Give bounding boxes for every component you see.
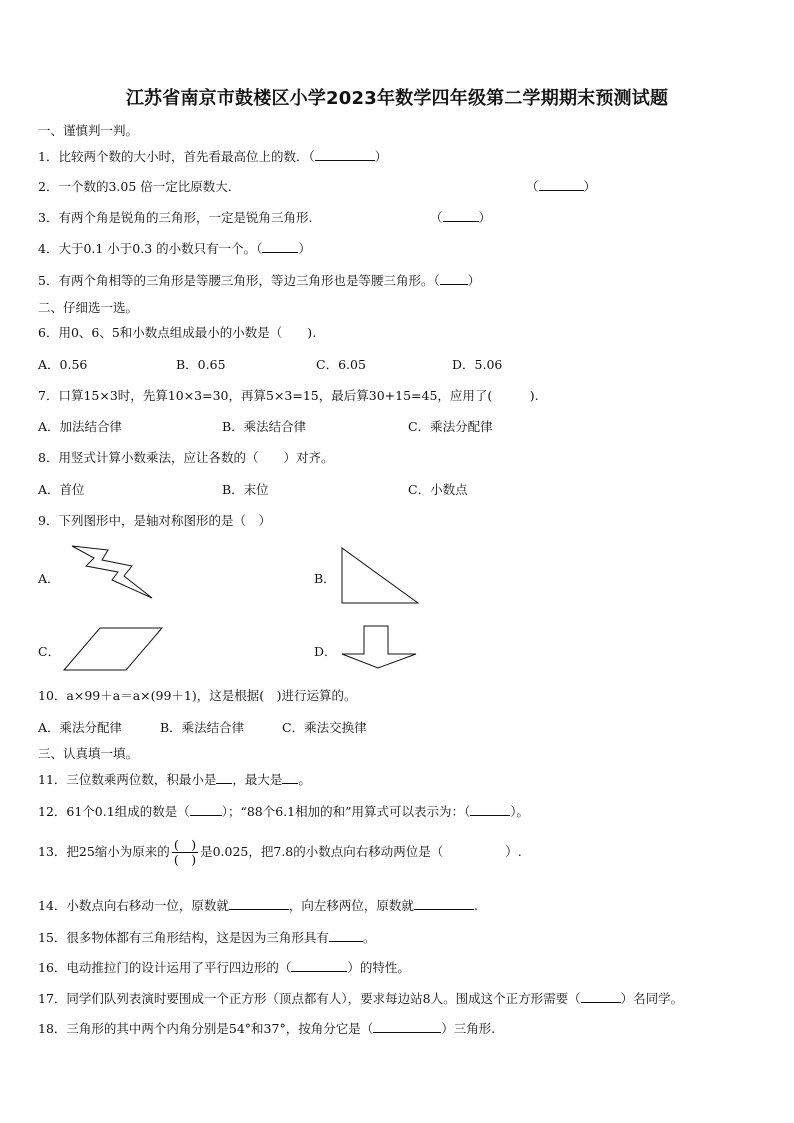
question-7: 7．口算15×3时，先算10×3=30，再算5×3=15，最后算30+15=45，应用了( ).	[38, 388, 539, 403]
question-2: 2．一个数的3.05 倍一定比原数大. （ ）	[38, 179, 597, 194]
option-7a[interactable]: A．加法结合律	[38, 419, 123, 434]
answer-blank[interactable]	[414, 897, 474, 910]
section-heading-2: 二、仔细选一选。	[38, 300, 139, 315]
option-6c[interactable]: C．6.05	[316, 357, 366, 372]
lightning-bolt-figure	[62, 544, 158, 602]
answer-blank[interactable]	[291, 959, 347, 972]
option-9d[interactable]: D．	[314, 644, 337, 659]
question-12: 12．61个0.1组成的数是（ ）；“88个6.1相加的和”用算式可以表示为：（ ）。	[38, 804, 530, 819]
parallelogram-figure	[62, 626, 166, 672]
option-6a[interactable]: A．0.56	[38, 357, 88, 372]
question-6: 6．用0、6、5和小数点组成最小的小数是（ ).	[38, 325, 317, 340]
option-10c[interactable]: C．乘法交换律	[282, 720, 367, 735]
question-11: 11．三位数乘两位数，积最小是 ，最大是 。	[38, 772, 311, 787]
question-13: 13．把25缩小为原来的 $\frac{( )}{( )}$ 是0.025，把7.8的小数点向右移动两位是（ ）.	[38, 837, 522, 867]
answer-blank[interactable]	[470, 803, 510, 816]
answer-blank[interactable]	[539, 178, 584, 191]
option-8c[interactable]: C．小数点	[408, 482, 468, 497]
question-16: 16．电动推拉门的设计运用了平行四边形的（ ）的特性。	[38, 960, 410, 975]
option-10a[interactable]: A．乘法分配律	[38, 720, 123, 735]
right-triangle-figure	[340, 546, 422, 606]
question-5: 5．有两个角相等的三角形是等腰三角形，等边三角形也是等腰三角形。（ ）	[38, 273, 481, 288]
answer-blank[interactable]	[440, 272, 468, 285]
option-10b[interactable]: B．乘法结合律	[160, 720, 245, 735]
option-8b[interactable]: B．末位	[222, 482, 269, 497]
question-3: 3．有两个角是锐角的三角形，一定是锐角三角形. （ ）	[38, 210, 492, 225]
answer-blank[interactable]	[229, 897, 289, 910]
answer-blank[interactable]	[282, 771, 298, 784]
option-9b[interactable]: B．	[314, 571, 336, 586]
option-9a[interactable]: A．	[38, 571, 60, 586]
option-6b[interactable]: B．0.65	[176, 357, 226, 372]
answer-blank[interactable]	[216, 771, 232, 784]
section-heading-3: 三、认真填一填。	[38, 746, 139, 761]
section-heading-1: 一、谨慎判一判。	[38, 123, 139, 138]
page-title: 江苏省南京市鼓楼区小学2023年数学四年级第二学期期末预测试题	[125, 88, 669, 109]
question-9: 9．下列图形中，是轴对称图形的是（ ）	[38, 513, 271, 528]
question-1: 1．比较两个数的大小时，首先看最高位上的数．（ ）	[38, 149, 388, 164]
answer-blank[interactable]	[315, 148, 375, 161]
answer-blank[interactable]	[443, 209, 479, 222]
answer-blank[interactable]	[329, 929, 363, 942]
option-6d[interactable]: D．5.06	[452, 357, 503, 372]
question-10: 10．a×99＋a＝a×(99＋1)，这是根据( )进行运算的。	[38, 688, 357, 703]
option-7c[interactable]: C．乘法分配律	[408, 419, 493, 434]
question-4: 4．大于0.1 小于0.3 的小数只有一个。（ ）	[38, 241, 311, 256]
option-8a[interactable]: A．首位	[38, 482, 85, 497]
down-arrow-figure	[340, 624, 420, 670]
question-14: 14．小数点向右移动一位，原数就 ，向左移两位，原数就 .	[38, 898, 478, 913]
question-8: 8．用竖式计算小数乘法，应让各数的（ ）对齐。	[38, 450, 334, 465]
question-17: 17．同学们队列表演时要围成一个正方形（顶点都有人），要求每边站8人。围成这个正方形需要（ ）名同学。	[38, 991, 684, 1006]
question-18: 18．三角形的其中两个内角分别是54°和37°，按角分它是（ ）三角形.	[38, 1021, 496, 1036]
answer-blank[interactable]	[190, 803, 222, 816]
question-15: 15．很多物体都有三角形结构，这是因为三角形具有 。	[38, 930, 376, 945]
answer-blank[interactable]	[262, 240, 298, 253]
option-7b[interactable]: B．乘法结合律	[222, 419, 307, 434]
option-9c[interactable]: C．	[38, 644, 61, 659]
fraction-blank[interactable]: $\frac{( )}{( )}$	[173, 837, 197, 867]
answer-blank[interactable]	[373, 1020, 441, 1033]
answer-blank[interactable]	[581, 990, 621, 1003]
